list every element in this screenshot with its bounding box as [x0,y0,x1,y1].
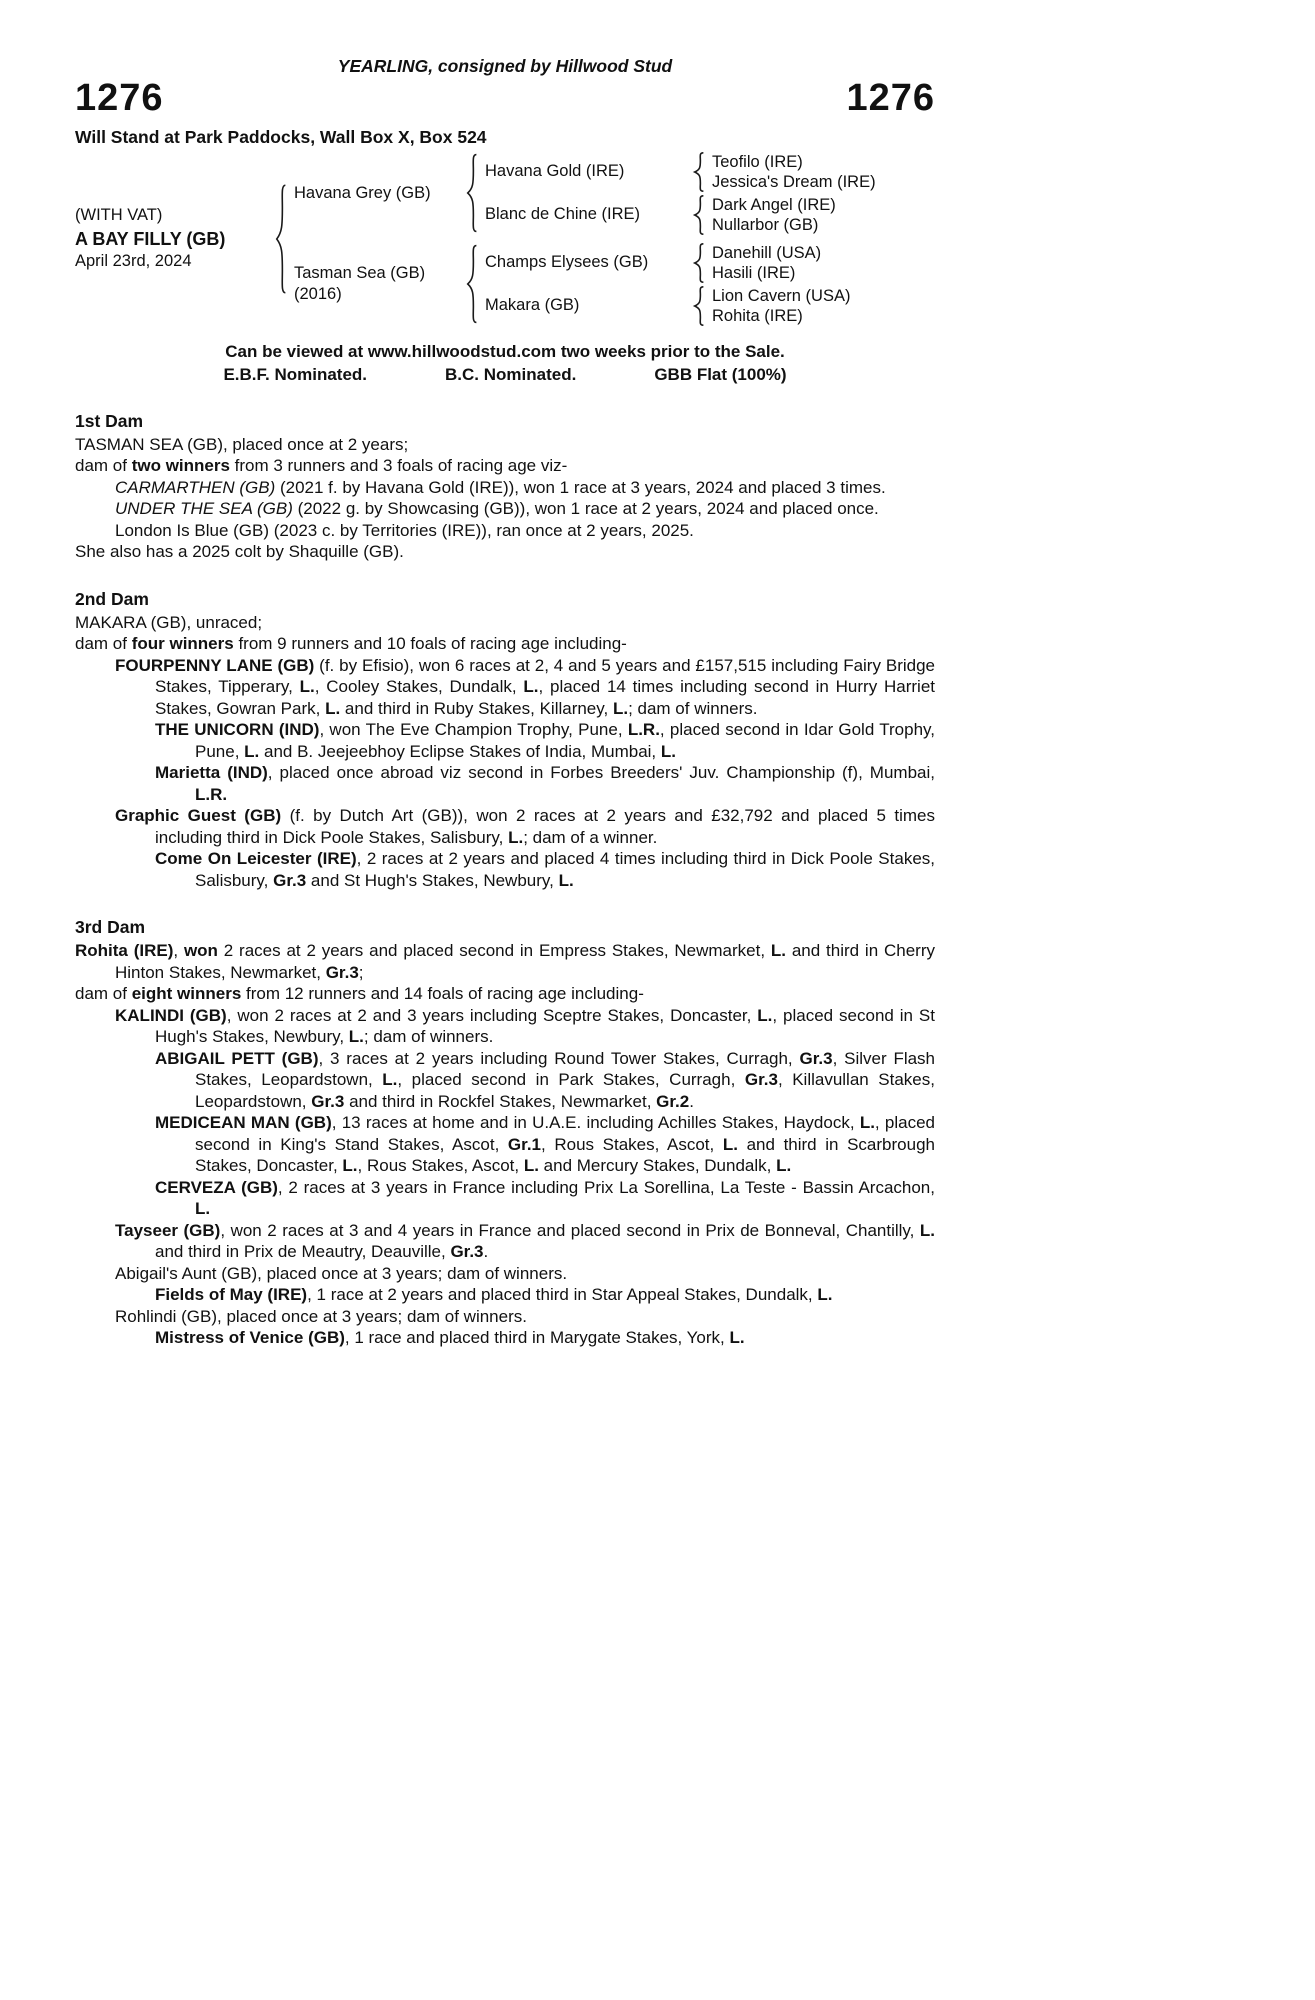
text-segment: , Cooley Stakes, Dundalk, [314,677,524,697]
ggp-name: Danehill (USA) [712,243,822,262]
dam-sire-branch [485,243,850,283]
nomination-bc: B.C. Nominated. [445,364,577,384]
pedigree-paragraph [75,1112,935,1177]
dam-dam-name: Makara (GB) [485,296,580,315]
sire-sire-name: Havana Gold (IRE) [485,162,625,181]
text-segment: KALINDI (GB) [115,1005,227,1025]
consignor-line: YEARLING, consigned by Hillwood Stud [337,56,673,76]
text-segment: and third in Prix de Meautry, Deauville, [155,1242,451,1262]
viewing-notice: Can be viewed at www.hillwoodstud.com two weeks prior to the Sale. [225,341,785,361]
text-segment: and third in Ruby Stakes, Killarney, [340,698,613,718]
text-segment: , 1 race at 2 years and placed third in Star Appeal Stakes, Dundalk, [307,1285,818,1305]
text-segment: Abigail's Aunt (GB), placed once at 3 years; dam of winners. [115,1263,568,1283]
pedigree-paragraph [75,541,935,563]
foal-date: April 23rd, 2024 [75,252,192,271]
dam-section [75,917,935,1349]
text-segment: L. [919,1220,935,1240]
dam-year: (2016) [294,285,342,304]
stand-location: Will Stand at Park Paddocks, Wall Box X, Box 524 [75,126,487,147]
text-segment: won [183,941,218,961]
text-segment: L. [660,741,676,761]
ggp-name: Lion Cavern (USA) [712,286,851,305]
text-segment: and St Hugh's Stakes, Newbury, [306,870,559,890]
pedigree-brace-icon [464,153,479,233]
dam-section [75,411,935,563]
text-segment: dam of [75,456,132,476]
text-segment: ; dam of winners. [363,1027,494,1047]
text-segment: Rohita (IRE) [75,941,174,961]
text-segment: Gr.3 [325,962,359,982]
dam-name [294,263,462,306]
sire-dam-name: Blanc de Chine (IRE) [485,205,640,224]
text-segment: L. [348,1027,364,1047]
text-segment: , placed once abroad viz second in Forbes Breeders' Juv. Championship (f), Mumbai, [267,763,935,783]
subject-name: A BAY FILLY (GB) [75,229,226,250]
text-segment: L. [729,1328,745,1348]
text-segment: L. [508,827,524,847]
pedigree-paragraph [75,848,935,891]
text-segment: MAKARA (GB), unraced; [75,612,263,632]
text-segment: eight winners [131,984,242,1004]
pedigree-brace-icon [691,152,706,192]
text-segment: London Is Blue (GB) (2023 c. by Territories (IRE)), ran once at 2 years, 2025. [115,520,694,540]
pedigree-paragraph [75,983,935,1005]
text-segment: ABIGAIL PETT (GB) [155,1048,319,1068]
text-segment: , won The Eve Champion Trophy, Pune, [319,720,628,740]
text-segment: , Rous Stakes, Ascot, [541,1134,723,1154]
text-segment: L. [342,1156,358,1176]
pedigree-tree [294,152,876,326]
text-segment: L.R. [627,720,660,740]
text-segment: , [173,941,184,961]
text-segment: , Rous Stakes, Ascot, [357,1156,524,1176]
pedigree-paragraph [75,477,935,499]
pedigree-paragraph [75,1177,935,1220]
pedigree-paragraph [75,520,935,542]
pedigree-paragraph [75,1306,935,1328]
text-segment: four winners [131,634,234,654]
pedigree-paragraph [75,455,935,477]
ggp-name: Jessica's Dream (IRE) [712,172,876,191]
text-segment: , won 2 races at 2 and 3 years including Sceptre Stakes, Doncaster, [226,1005,758,1025]
pedigree-paragraph [75,1048,935,1113]
pedigree-paragraph [75,940,935,983]
text-segment: Gr.3 [273,870,307,890]
text-segment: UNDER THE SEA (GB) [115,499,293,519]
text-segment: Graphic Guest (GB) [115,806,282,826]
pedigree-paragraph [75,719,935,762]
text-segment: Gr.3 [311,1091,345,1111]
text-segment: and Mercury Stakes, Dundalk, [538,1156,777,1176]
text-segment: and B. Jeejeebhoy Eclipse Stakes of India, Mumbai, [259,741,661,761]
text-segment: L. [817,1285,833,1305]
text-segment: Gr.3 [450,1242,484,1262]
text-segment: L. [299,677,315,697]
text-segment: TASMAN SEA (GB), placed once at 2 years; [75,434,409,454]
text-segment: and third in Cherry Hinton Stakes, Newmarket, [115,941,935,982]
text-segment: dam of [75,984,132,1004]
text-segment: L.R. [195,784,228,804]
sire-sire-branch [485,152,876,192]
text-segment: , 2 races at 3 years in France including Prix La Sorellina, La Teste - Bassin Arcachon, [277,1177,935,1197]
text-segment: L. [523,677,539,697]
pedigree-brace-icon [691,286,706,326]
text-segment: , placed 14 times including second in Hurry Harriet Stakes, Gowran Park, [155,677,936,718]
ggp-name: Nullarbor (GB) [712,215,819,234]
dam-heading: 2nd Dam [75,588,149,609]
pedigree-paragraph [75,612,935,634]
ggp-name: Dark Angel (IRE) [712,195,836,214]
text-segment: L. [558,870,574,890]
ggp-name: Hasili (IRE) [712,263,796,282]
text-segment: Gr.1 [507,1134,542,1154]
text-segment: L. [244,741,260,761]
text-segment: , placed second in Idar Gold Trophy, Pune, [195,720,935,761]
pedigree-paragraph [75,762,935,805]
text-segment: L. [195,1199,211,1219]
text-segment: and third in Rockfel Stakes, Newmarket, [344,1091,657,1111]
lot-number-left: 1276 [75,77,164,119]
text-segment: MEDICEAN MAN (GB) [155,1113,332,1133]
pedigree-paragraph [75,434,935,456]
text-segment: from 12 runners and 14 foals of racing age including- [241,984,644,1004]
dam-heading: 3rd Dam [75,917,146,938]
text-segment: , placed second in St Hugh's Stakes, Newbury, [155,1005,935,1047]
text-segment: (f. by Dutch Art (GB)), won 2 races at 2 years and £32,792 and placed 5 times including third in Dick Poole Stakes, Salisbury, [155,806,936,847]
pedigree-brace-icon [691,195,706,235]
pedigree-brace-icon [464,244,479,324]
pedigree-brace-icon [691,243,706,283]
sire-branch [294,152,876,235]
dam-section [75,589,935,892]
pedigree-paragraph [75,655,935,720]
text-segment: L. [382,1070,398,1090]
text-segment: L. [770,941,786,961]
text-segment: , 2 races at 2 years and placed 4 times including third in Dick Poole Stakes, Salisbury, [195,849,936,890]
text-segment: Fields of May (IRE) [155,1285,308,1305]
pedigree-paragraph [75,1005,935,1048]
text-segment: , won 2 races at 3 and 4 years in France and placed second in Prix de Bonneval, Chantilly, [220,1220,920,1240]
pedigree-paragraph [75,1220,935,1263]
pedigree-paragraph [75,805,935,848]
text-segment: , Killavullan Stakes, Leopardstown, [195,1070,935,1111]
text-segment: , 13 races at home and in U.A.E. including Achilles Stakes, Haydock, [331,1113,860,1133]
text-segment: 2 races at 2 years and placed second in Empress Stakes, Newmarket, [217,941,771,961]
sire-name: Havana Grey (GB) [294,183,431,202]
text-segment: Tayseer (GB) [115,1220,221,1240]
text-segment: Come On Leicester (IRE) [155,849,357,869]
ggp-name: Teofilo (IRE) [712,152,803,171]
text-segment: L. [757,1005,773,1025]
text-segment: , Silver Flash Stakes, Leopardstown, [195,1048,936,1090]
pedigree-paragraph [75,1263,935,1285]
text-segment: L. [722,1134,738,1154]
page-content [75,56,935,1349]
dam-dam-branch [485,286,850,326]
text-segment: , placed second in King's Stand Stakes, Ascot, [195,1113,936,1154]
text-segment: ; dam of a winner. [523,827,658,847]
text-segment: CARMARTHEN (GB) [115,477,276,497]
text-segment: L. [612,698,629,718]
sire-dam-branch [485,195,876,235]
nomination-row [75,365,935,385]
text-segment: , 1 race and placed third in Marygate Stakes, York, [344,1328,730,1348]
pedigree-table [75,152,935,326]
dam-sections [75,411,935,1349]
pedigree-paragraph [75,633,935,655]
text-segment: , placed second in Park Stakes, Curragh, [397,1070,745,1090]
text-segment: L. [859,1113,875,1133]
dam-heading: 1st Dam [75,410,144,431]
dam-sire-name: Champs Elysees (GB) [485,253,649,272]
text-segment: Rohlindi (GB), placed once at 3 years; dam of winners. [115,1306,527,1326]
text-segment: ; [358,962,364,982]
text-segment: . [689,1091,694,1111]
dam-name-line: Tasman Sea (GB) [294,263,426,282]
text-segment: L. [325,698,341,718]
text-segment: dam of [75,634,132,654]
text-segment: , 3 races at 2 years including Round Tower Stakes, Curragh, [318,1048,800,1068]
pedigree-paragraph [75,1327,935,1349]
pedigree-brace-icon [273,183,288,295]
text-segment: Gr.3 [799,1048,833,1068]
text-segment: FOURPENNY LANE (GB) [115,655,315,675]
pedigree-paragraph [75,498,935,520]
text-segment: Gr.2 [656,1091,690,1111]
lot-number-row [75,79,935,119]
text-segment: L. [523,1156,539,1176]
text-segment: Mistress of Venice (GB) [155,1328,345,1348]
text-segment: . [483,1242,489,1262]
text-segment: Gr.3 [744,1070,778,1090]
ggp-name: Rohita (IRE) [712,306,803,325]
text-segment: and third in Scarbrough Stakes, Doncaster, [195,1134,935,1176]
dam-branch [294,243,876,326]
pedigree-paragraph [75,1284,935,1306]
text-segment: L. [776,1156,792,1176]
text-segment: ; dam of winners. [628,698,758,718]
subject-block [75,206,271,271]
text-segment: (f. by Efisio), won 6 races at 2, 4 and 5 years and £157,515 including Fairy Bridge Stakes, Tipperary, [155,655,935,697]
nomination-gbb: GBB Flat (100%) [654,364,787,384]
text-segment: (2022 g. by Showcasing (GB)), won 1 race at 2 years, 2024 and placed once. [292,499,879,519]
vat-note: (WITH VAT) [75,206,163,225]
text-segment: She also has a 2025 colt by Shaquille (GB). [75,542,404,562]
lot-number-right: 1276 [846,77,935,119]
text-segment: from 3 runners and 3 foals of racing age viz- [229,456,568,476]
text-segment: (2021 f. by Havana Gold (IRE)), won 1 race at 3 years, 2024 and placed 3 times. [275,477,886,497]
text-segment: CERVEZA (GB) [155,1177,278,1197]
text-segment: THE UNICORN (IND) [155,720,320,740]
nomination-ebf: E.B.F. Nominated. [223,364,368,384]
text-segment: Marietta (IND) [155,763,268,783]
text-segment: two winners [131,456,230,476]
text-segment: from 9 runners and 10 foals of racing age including- [233,634,627,654]
